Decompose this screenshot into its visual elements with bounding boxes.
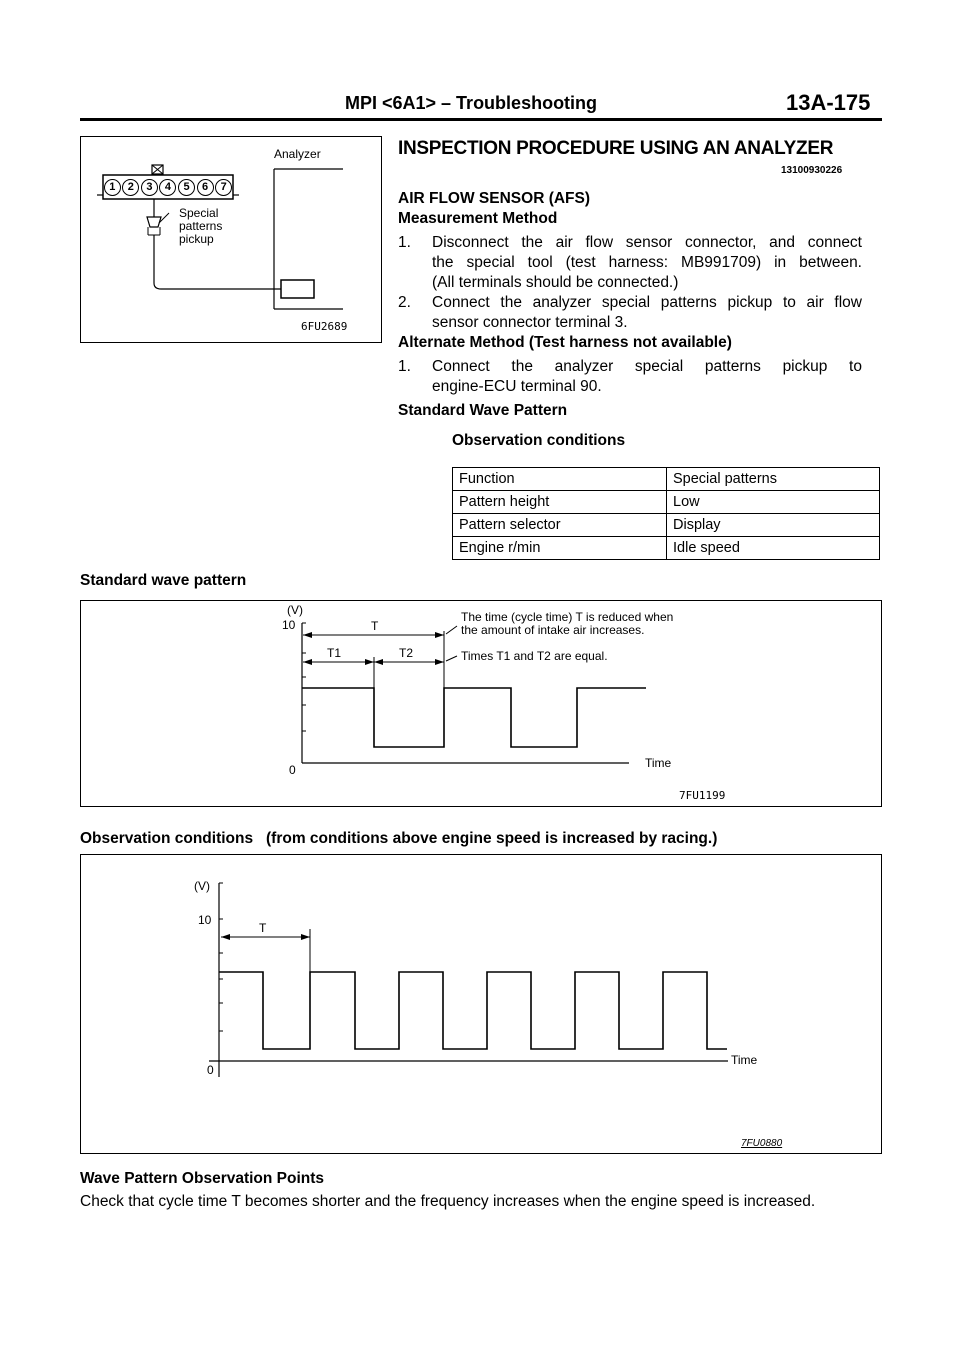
pickup-label [179, 207, 222, 246]
y-axis-unit: (V) [194, 879, 210, 893]
list-item [398, 357, 882, 397]
table-cell: Engine r/min [453, 537, 667, 560]
step-line: Disconnect the air flow sensor connector, and connect [432, 234, 862, 251]
terminal-6: 6 [197, 179, 214, 196]
standard-wave-title: Standard Wave Pattern [398, 402, 568, 419]
table-cell: Display [667, 514, 880, 537]
step-text [418, 293, 862, 333]
terminal-4: 4 [159, 179, 176, 196]
alternate-method-title: Alternate Method (Test harness not available) [398, 334, 732, 351]
table-row [453, 537, 880, 560]
y-axis-min: 0 [289, 763, 296, 777]
pickup-label-line: pickup [179, 232, 214, 246]
y-axis-max: 10 [198, 913, 212, 927]
afs-subheading: AIR FLOW SENSOR (AFS) [398, 190, 591, 207]
measurement-method-title: Measurement Method [398, 210, 558, 227]
analyzer-label: Analyzer [274, 147, 321, 161]
table-cell: Low [667, 491, 880, 514]
step-line: engine-ECU terminal 90. [432, 378, 602, 395]
step-line: Connect the analyzer special patterns pickup to [432, 358, 862, 375]
header-rule [80, 118, 882, 121]
waveform-trace [302, 688, 646, 747]
page-header-title: MPI <6A1> – Troubleshooting [345, 93, 598, 113]
cycle-time-note [461, 611, 673, 637]
standard-wave-pattern-label: Standard wave pattern [80, 572, 247, 589]
pickup-label-line: Special [179, 206, 219, 220]
measurement-steps [398, 233, 882, 333]
note-line: the amount of intake air increases. [461, 623, 645, 637]
conditions-table [452, 467, 880, 560]
alternate-steps [398, 357, 882, 397]
t-label: T [259, 921, 267, 935]
y-axis-max: 10 [282, 618, 296, 632]
terminal-7: 7 [215, 179, 232, 196]
t1-label: T1 [327, 646, 342, 660]
racing-wave-drawing [81, 855, 883, 1155]
analyzer-plug [281, 280, 314, 298]
section-code: 13100930226 [781, 165, 843, 176]
terminal-3: 3 [141, 179, 158, 196]
waveform-trace [219, 972, 727, 1049]
section-heading: INSPECTION PROCEDURE USING AN ANALYZER [398, 138, 834, 159]
analyzer-connection-drawing [81, 137, 383, 344]
step-number: 1. [398, 358, 411, 375]
step-line: the special tool (test harness: MB991709) in between. [432, 254, 862, 271]
t2-label: T2 [399, 646, 414, 660]
table-cell: Idle speed [667, 537, 880, 560]
table-row [453, 514, 880, 537]
y-axis-min: 0 [207, 1063, 214, 1077]
step-line: sensor connector terminal 3. [432, 314, 628, 331]
t-label: T [371, 619, 379, 633]
step-number: 1. [398, 234, 411, 251]
table-cell: Special patterns [667, 468, 880, 491]
list-item [398, 293, 882, 333]
terminal-2: 2 [122, 179, 139, 196]
observation-points-title: Wave Pattern Observation Points [80, 1170, 325, 1187]
table-cell: Pattern height [453, 491, 667, 514]
figure-code: 7FU1199 [679, 789, 726, 802]
x-axis-label: Time [731, 1053, 758, 1067]
table-row [453, 468, 880, 491]
step-text [418, 233, 862, 293]
terminal-5: 5 [178, 179, 195, 196]
table-cell: Pattern selector [453, 514, 667, 537]
step-line: (All terminals should be connected.) [432, 274, 679, 291]
y-axis-unit: (V) [287, 603, 303, 617]
pickup-label-line: patterns [179, 219, 223, 233]
page-number: 13A-175 [786, 90, 871, 115]
racing-wave-figure [80, 854, 882, 1154]
step-number: 2. [398, 294, 411, 311]
table-row [453, 491, 880, 514]
x-axis-label: Time [645, 756, 672, 770]
step-line: Connect the analyzer special patterns pickup to air flow [432, 294, 862, 311]
table-cell: Function [453, 468, 667, 491]
observation-points-text: Check that cycle time T becomes shorter and the frequency increases when the engine speed is increased. [80, 1193, 816, 1210]
figure-code: 6FU2689 [301, 320, 348, 333]
figure-code: 7FU0880 [741, 1138, 783, 1149]
equal-times-note: Times T1 and T2 are equal. [461, 649, 608, 663]
observation-conditions-title: Observation conditions [452, 432, 626, 449]
note-line: The time (cycle time) T is reduced when [461, 610, 674, 624]
analyzer-connection-figure [80, 136, 382, 343]
connector-terminals [103, 175, 233, 199]
terminal-1: 1 [104, 179, 121, 196]
special-patterns-pickup [147, 217, 161, 227]
step-text [418, 357, 862, 397]
list-item [398, 233, 882, 293]
racing-conditions-label: Observation conditions (from conditions above engine speed is increased by racing.) [80, 830, 718, 847]
standard-wave-figure [80, 600, 882, 807]
